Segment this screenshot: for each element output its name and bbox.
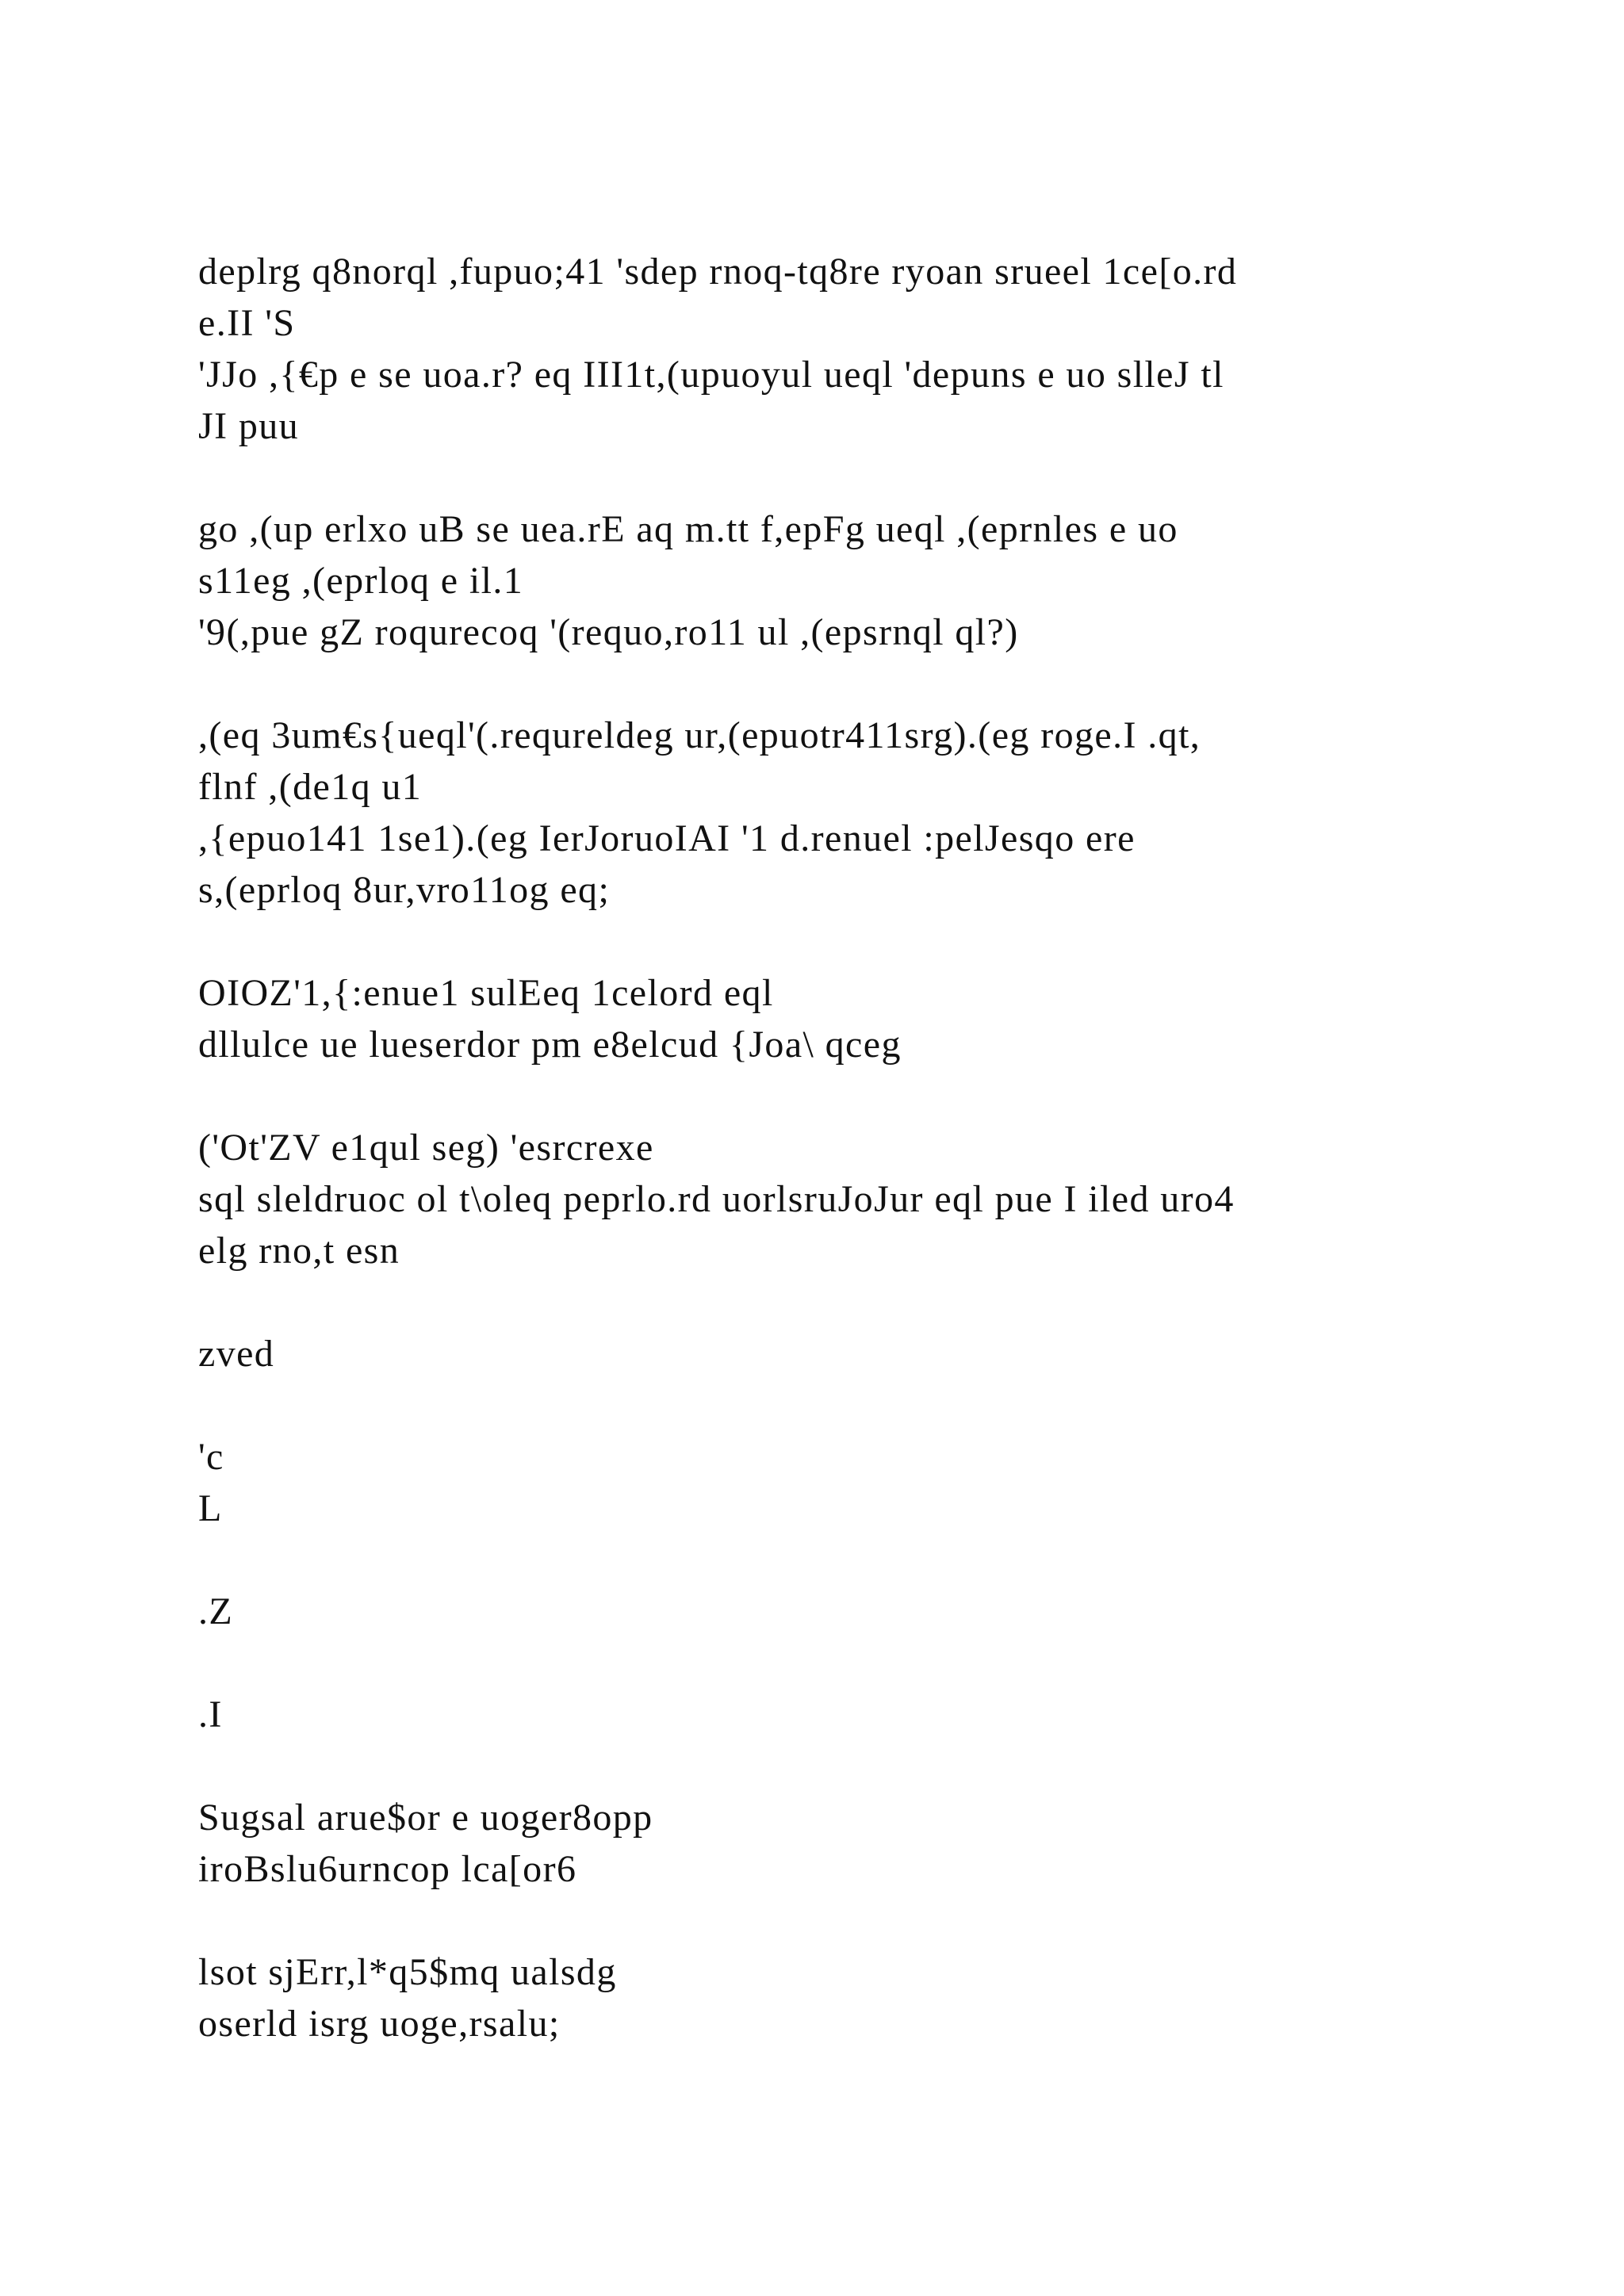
text-line: L (198, 1487, 223, 1529)
text-line: 'JJo ,{€p e se uoa.r? eq III1t,(upuoyul ueql 'depuns e uo slleJ tl (198, 354, 1224, 396)
text-line: '9(,pue gZ roqurecoq '(requo,ro11 ul ,(epsrnql ql?) (198, 611, 1019, 653)
text-line: 'c (198, 1436, 224, 1478)
paragraph (198, 1792, 1435, 1895)
text-line: dllulce ue lueserdor pm e8elcud {Joa\ qceg (198, 1024, 902, 1066)
paragraph (198, 710, 1435, 916)
text-line: ,(eq 3um€s{ueql'(.requreldeg ur,(epuotr411srg).(eg roge.I .qt, (198, 714, 1201, 756)
text-line: s11eg ,(eprloq e il.1 (198, 560, 524, 602)
paragraph (198, 503, 1435, 658)
text-line: deplrg q8norql ,fupuo;41 'sdep rnoq-tq8re ryoan srueel 1ce[o.rd (198, 251, 1238, 293)
paragraph (198, 1586, 1435, 1637)
paragraph (198, 967, 1435, 1070)
text-line: go ,(up erlxo uB se uea.rE aq m.tt f,epFg ueql ,(eprnles e uo (198, 508, 1178, 550)
text-line: e.II 'S (198, 302, 296, 344)
text-line: iroBslu6urncop lca[or6 (198, 1848, 577, 1890)
text-line: ,{epuo141 1se1).(eg IerJoruoIAI '1 d.renuel :pelJesqo ere (198, 817, 1136, 859)
paragraph (198, 246, 1435, 452)
text-line: .Z (198, 1590, 234, 1632)
text-line: zved (198, 1333, 275, 1375)
text-line: .I (198, 1693, 223, 1735)
text-line: sql sleldruoc ol t\oleq peprlo.rd uorlsruJoJur eql pue I iled uro4 (198, 1178, 1235, 1220)
text-line: elg rno,t esn (198, 1230, 400, 1272)
paragraph (198, 1431, 1435, 1534)
text-line: flnf ,(de1q u1 (198, 766, 423, 808)
text-line: s,(eprloq 8ur,vro11og eq; (198, 869, 611, 911)
text-line: ('Ot'ZV e1qul seg) 'esrcrexe (198, 1127, 654, 1169)
text-line: JI puu (198, 405, 300, 447)
text-line: OIOZ'1,{:enue1 sulEeq 1celord eql (198, 972, 774, 1014)
paragraph (198, 1122, 1435, 1276)
text-line: lsot sjErr,l*q5$mq ualsdg (198, 1951, 617, 1993)
paragraph (198, 1328, 1435, 1380)
document-body (198, 246, 1435, 2101)
text-line: oserld isrg uoge,rsalu; (198, 2003, 561, 2045)
paragraph (198, 1689, 1435, 1740)
text-line: Sugsal arue$or e uoger8opp (198, 1797, 653, 1839)
paragraph (198, 1946, 1435, 2049)
